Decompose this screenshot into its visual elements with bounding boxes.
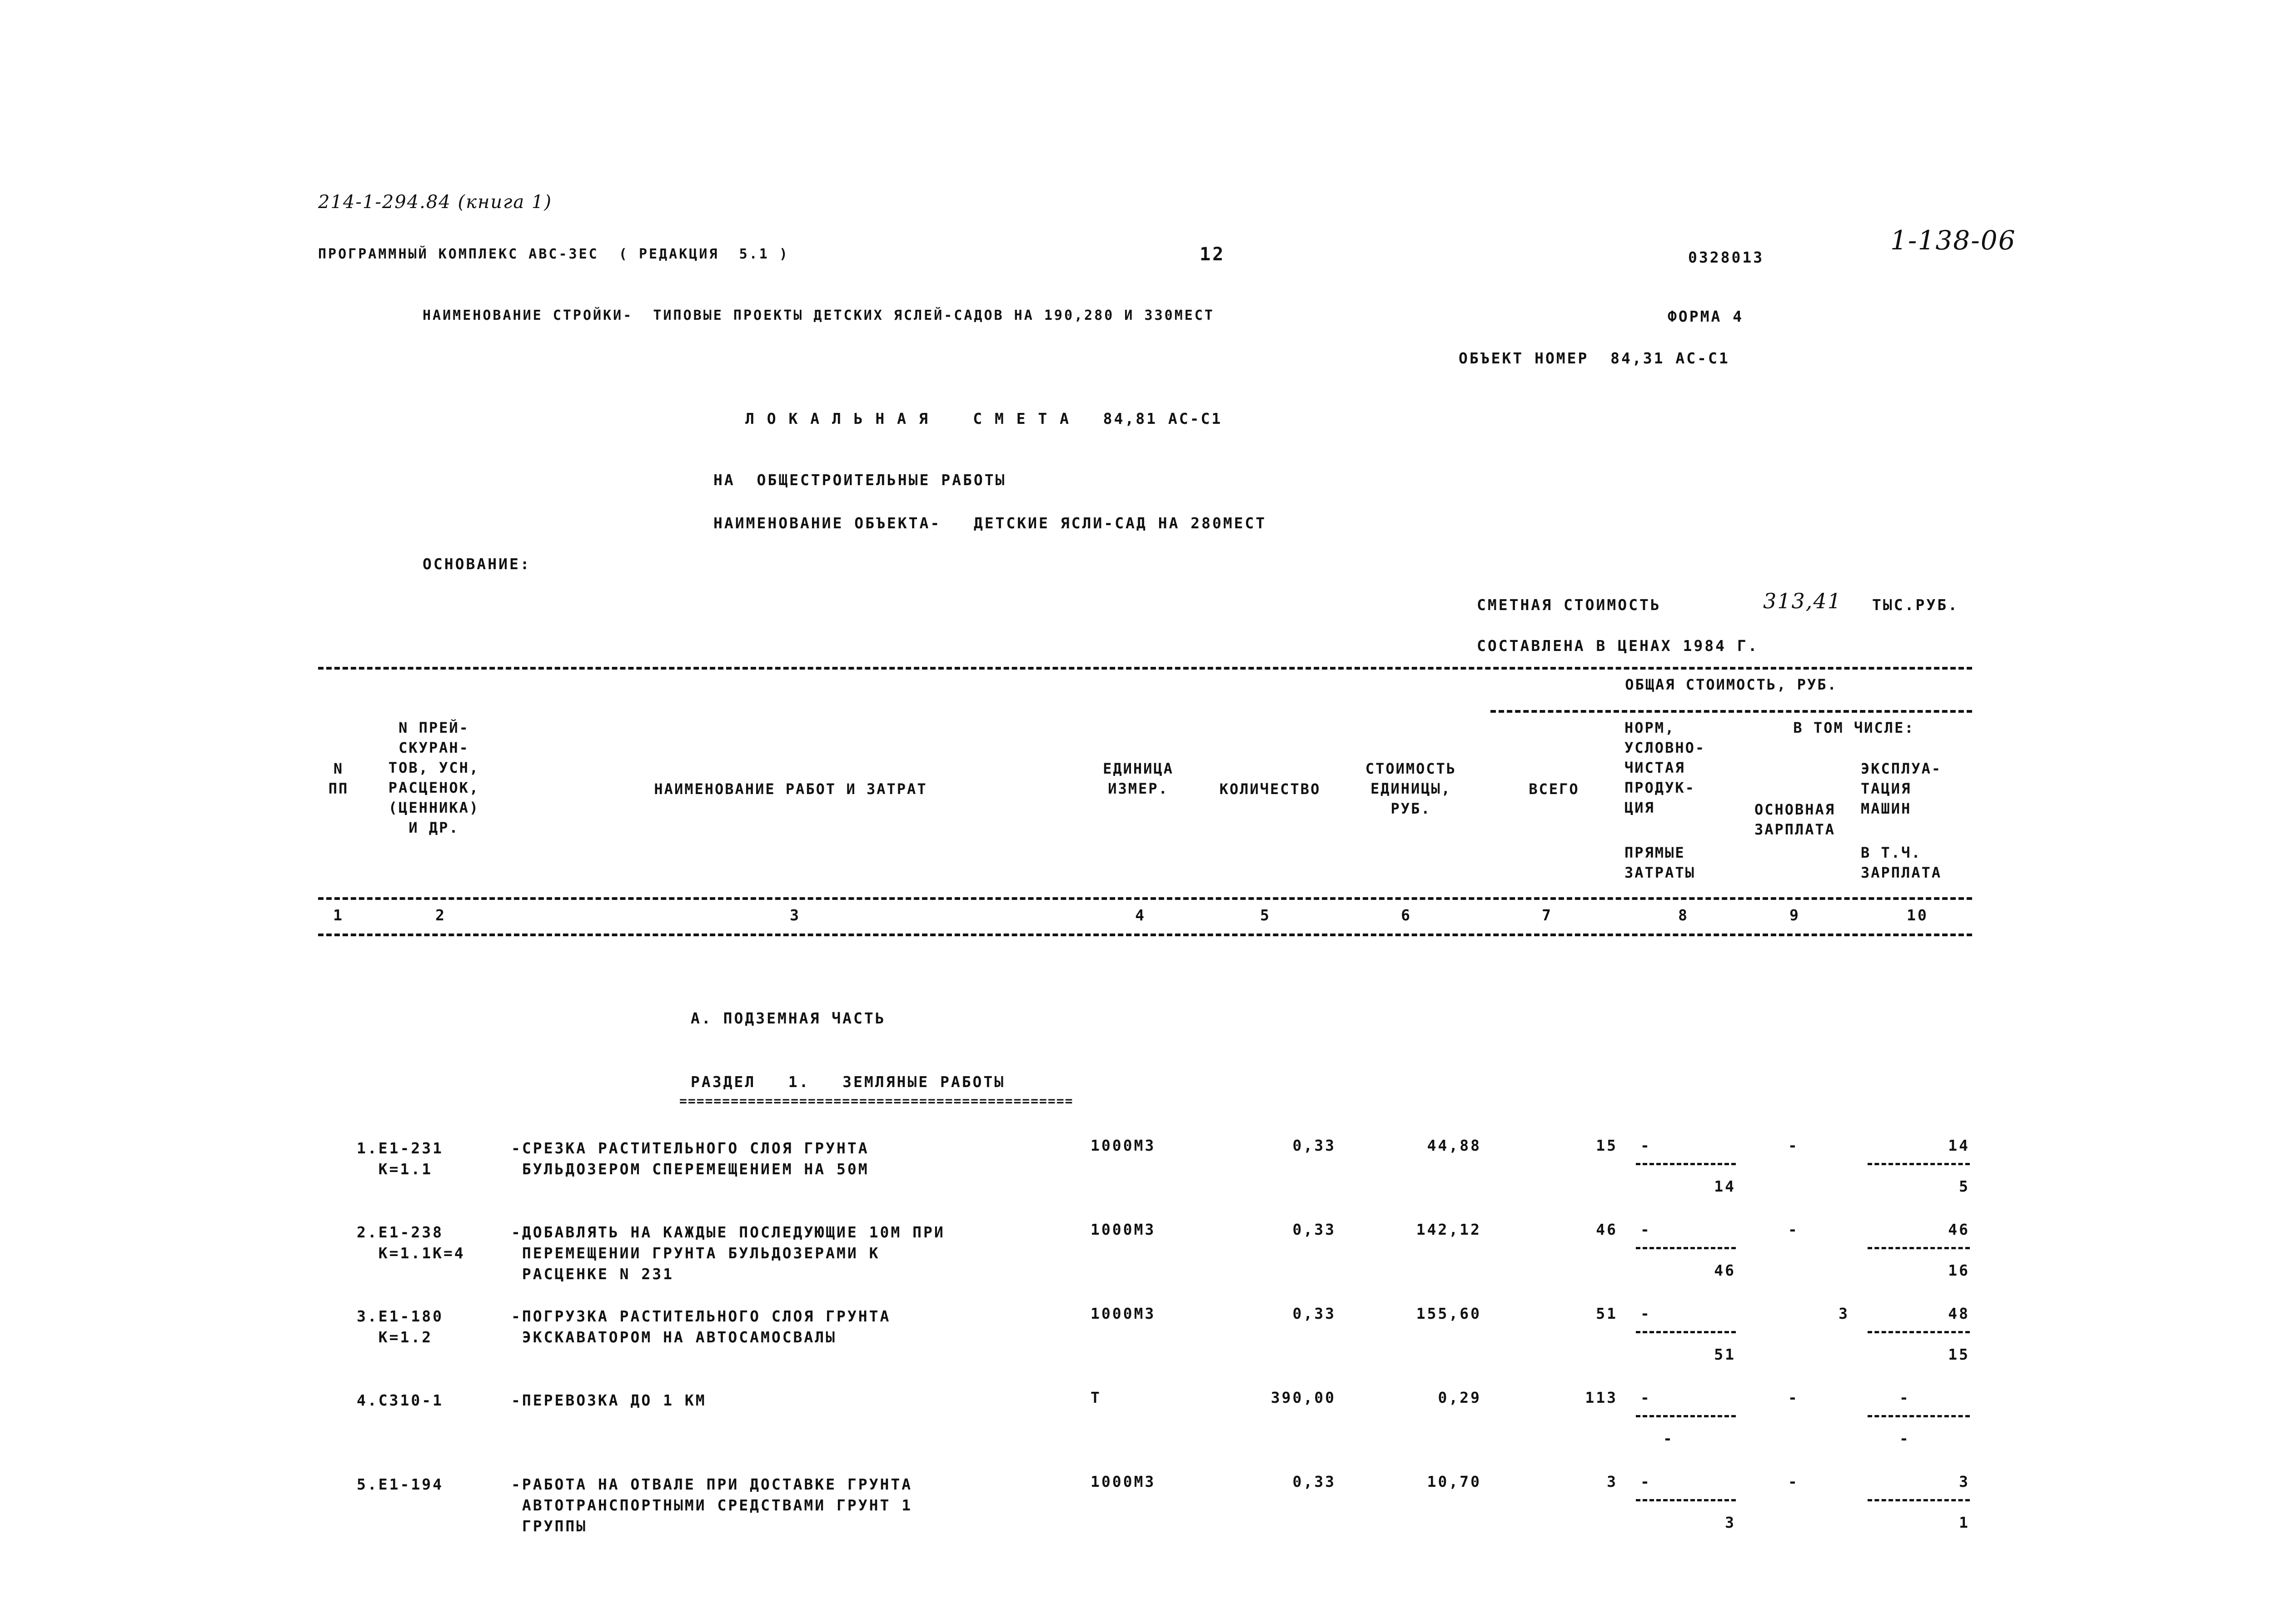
row-quantity: 0,33: [1292, 1473, 1336, 1490]
estimated-cost-label: СМЕТНАЯ СТОИМОСТЬ: [1477, 596, 1661, 614]
row-code: 2.Е1-238 К=1.1К=4: [357, 1223, 465, 1262]
row-work-name: -СРЕЗКА РАСТИТЕЛЬНОГО СЛОЯ ГРУНТА БУЛЬДОЗЕРОМ СПЕРЕМЕЩЕНИЕМ НА 50М: [511, 1139, 869, 1178]
object-name: НАИМЕНОВАНИЕ ОБЪЕКТА- ДЕТСКИЕ ЯСЛИ-САД НА 280МЕСТ: [713, 514, 1267, 532]
col-number-6: 6: [1401, 906, 1412, 924]
row-direct-costs: 51: [1714, 1346, 1736, 1363]
row-machine-wage: -: [1899, 1430, 1910, 1447]
row-direct-costs: 3: [1725, 1514, 1736, 1531]
estimated-cost-unit: ТЫС.РУБ.: [1872, 596, 1959, 614]
form-number: ФОРМА 4: [1668, 308, 1744, 325]
construction-name: НАИМЕНОВАНИЕ СТРОЙКИ- ТИПОВЫЕ ПРОЕКТЫ ДЕТСКИХ ЯСЛЕЙ-САДОВ НА 190,280 И 330МЕСТ: [423, 308, 1215, 323]
row-unit-cost: 0,29: [1438, 1389, 1481, 1406]
col-header-norm-production: НОРМ, УСЛОВНО- ЧИСТАЯ ПРОДУК- ЦИЯ: [1624, 719, 1706, 816]
col-number-2: 2: [435, 906, 446, 924]
estimated-cost-value: 313,41: [1763, 589, 1842, 613]
row-unit-cost: 155,60: [1416, 1305, 1481, 1322]
row-quantity: 0,33: [1292, 1305, 1336, 1322]
row-code: 1.Е1-231 К=1.1: [357, 1139, 443, 1178]
row-total: 3: [1607, 1473, 1618, 1490]
row-unit-cost: 44,88: [1427, 1137, 1481, 1154]
row-base-wage: -: [1788, 1137, 1799, 1154]
row-unit: Т: [1091, 1389, 1101, 1406]
col-header-quantity: КОЛИЧЕСТВО: [1219, 780, 1321, 798]
row-total: 46: [1596, 1221, 1618, 1238]
row-unit-cost: 142,12: [1416, 1221, 1481, 1238]
col-number-9: 9: [1789, 906, 1800, 924]
row-unit: 1000М3: [1091, 1137, 1156, 1154]
basis-label: ОСНОВАНИЕ:: [423, 555, 531, 573]
row-machine: 3: [1959, 1473, 1970, 1490]
row-code: 5.Е1-194: [357, 1475, 443, 1493]
document-code: 0328013: [1688, 248, 1764, 266]
row-base-wage: -: [1788, 1221, 1799, 1238]
row-work-name: -ДОБАВЛЯТЬ НА КАЖДЫЕ ПОСЛЕДУЮЩИЕ 10М ПРИ ПЕРЕМЕЩЕНИИ ГРУНТА БУЛЬДОЗЕРАМИ К РАСЦЕНКЕ N 231: [511, 1223, 945, 1283]
row-code: 3.Е1-180 К=1.2: [357, 1307, 443, 1346]
col-header-number: N ПП: [328, 760, 349, 797]
col-header-direct-costs: ПРЯМЫЕ ЗАТРАТЫ: [1624, 844, 1695, 881]
col-number-1: 1: [333, 906, 344, 924]
estimate-title: Л О К А Л Ь Н А Я С М Е Т А 84,81 АС-С1: [745, 410, 1223, 427]
row-unit-cost: 10,70: [1427, 1473, 1481, 1490]
col-header-total-cost: ОБЩАЯ СТОИМОСТЬ, РУБ.: [1625, 676, 1838, 693]
row-machine-wage: 1: [1959, 1514, 1970, 1531]
col-number-5: 5: [1260, 906, 1271, 924]
row-total: 15: [1596, 1137, 1618, 1154]
row-total: 113: [1585, 1389, 1618, 1406]
row-machine-wage: 15: [1948, 1346, 1970, 1363]
row-norm: -: [1640, 1221, 1651, 1238]
col-number-10: 10: [1907, 906, 1928, 924]
row-code: 4.С310-1: [357, 1391, 443, 1409]
row-direct-costs: -: [1663, 1430, 1674, 1447]
row-machine-wage: 5: [1959, 1177, 1970, 1195]
col-header-unit: ЕДИНИЦА ИЗМЕР.: [1103, 760, 1174, 797]
row-base-wage: -: [1788, 1473, 1799, 1490]
row-machine: 48: [1948, 1305, 1970, 1322]
row-total: 51: [1596, 1305, 1618, 1322]
col-number-4: 4: [1135, 906, 1146, 924]
object-number: ОБЪЕКТ НОМЕР 84,31 АС-С1: [1459, 349, 1730, 367]
col-header-work-name: НАИМЕНОВАНИЕ РАБОТ И ЗАТРАТ: [654, 780, 927, 798]
row-unit: 1000М3: [1091, 1221, 1156, 1238]
handwritten-sheet-number: 1-138-06: [1890, 225, 2016, 256]
row-direct-costs: 14: [1714, 1177, 1736, 1195]
col-number-7: 7: [1542, 906, 1553, 924]
works-type: НА ОБЩЕСТРОИТЕЛЬНЫЕ РАБОТЫ: [713, 471, 1006, 489]
row-machine: 14: [1948, 1137, 1970, 1154]
row-machine: 46: [1948, 1221, 1970, 1238]
row-work-name: -РАБОТА НА ОТВАЛЕ ПРИ ДОСТАВКЕ ГРУНТА АВТОТРАНСПОРТНЫМИ СРЕДСТВАМИ ГРУНТ 1 ГРУППЫ: [511, 1475, 913, 1535]
row-unit: 1000М3: [1091, 1473, 1156, 1490]
row-norm: -: [1640, 1389, 1651, 1406]
col-number-3: 3: [790, 906, 801, 924]
row-base-wage: -: [1788, 1389, 1799, 1406]
row-unit: 1000М3: [1091, 1305, 1156, 1322]
row-direct-costs: 46: [1714, 1261, 1736, 1279]
row-norm: -: [1640, 1473, 1651, 1490]
section-division: РАЗДЕЛ 1. ЗЕМЛЯНЫЕ РАБОТЫ: [691, 1073, 1006, 1091]
row-norm: -: [1640, 1305, 1651, 1322]
row-base-wage: 3: [1839, 1305, 1849, 1322]
program-name: ПРОГРАММНЫЙ КОМПЛЕКС АВС-ЗЕС ( РЕДАКЦИЯ 5.1 ): [318, 246, 789, 262]
price-level: СОСТАВЛЕНА В ЦЕНАХ 1984 Г.: [1477, 637, 1759, 655]
row-machine-wage: 16: [1948, 1261, 1970, 1279]
row-work-name: -ПЕРЕВОЗКА ДО 1 КМ: [511, 1391, 707, 1409]
section-part: А. ПОДЗЕМНАЯ ЧАСТЬ: [691, 1009, 886, 1027]
row-norm: -: [1640, 1137, 1651, 1154]
col-header-code: N ПРЕЙ- СКУРАН- ТОВ, УСН, РАСЦЕНОК, (ЦЕННИКА) И ДР.: [388, 719, 480, 836]
col-header-machine-wage: В Т.Ч. ЗАРПЛАТА: [1861, 844, 1942, 881]
section-underline: ==============================================: [679, 1093, 1074, 1108]
row-machine: -: [1899, 1389, 1910, 1406]
page-number: 12: [1200, 244, 1226, 265]
row-quantity: 0,33: [1292, 1137, 1336, 1154]
col-header-machine-operation: ЭКСПЛУА- ТАЦИЯ МАШИН: [1861, 760, 1942, 817]
col-header-total: ВСЕГО: [1529, 780, 1579, 798]
col-header-base-wage: ОСНОВНАЯ ЗАРПЛАТА: [1754, 801, 1836, 838]
col-number-8: 8: [1678, 906, 1689, 924]
row-quantity: 390,00: [1271, 1389, 1336, 1406]
col-header-including: В ТОМ ЧИСЛЕ:: [1793, 719, 1915, 736]
row-quantity: 0,33: [1292, 1221, 1336, 1238]
row-work-name: -ПОГРУЗКА РАСТИТЕЛЬНОГО СЛОЯ ГРУНТА ЭКСКАВАТОРОМ НА АВТОСАМОСВАЛЫ: [511, 1307, 891, 1346]
handwritten-doc-ref: 214-1-294.84 (книга 1): [318, 192, 552, 213]
col-header-unit-cost: СТОИМОСТЬ ЕДИНИЦЫ, РУБ.: [1365, 760, 1457, 817]
